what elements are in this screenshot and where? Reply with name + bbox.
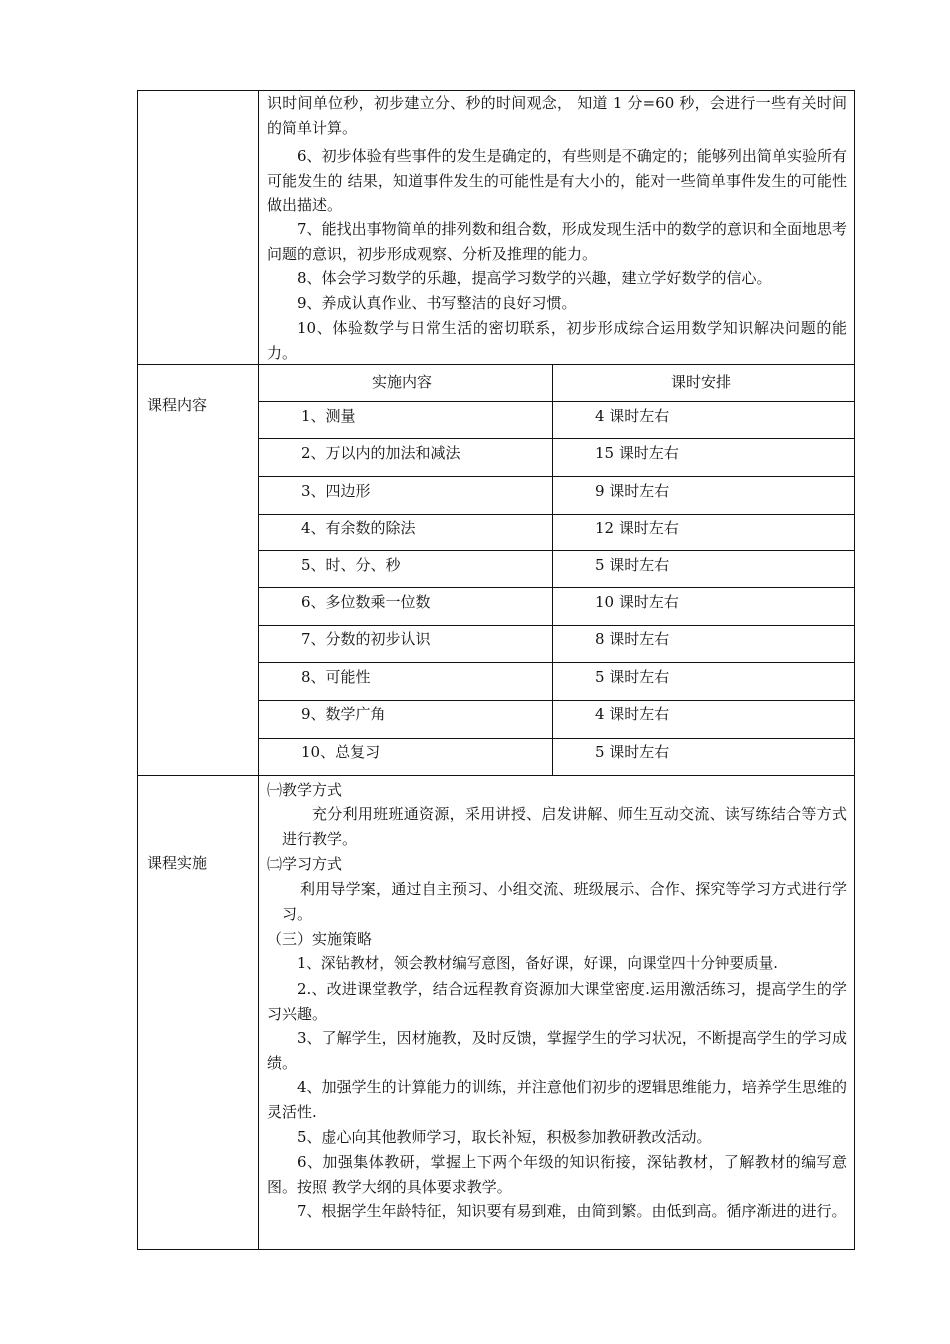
content-cell: 6、多位数乘一位数 (301, 593, 431, 611)
table-border-bottom (137, 1249, 855, 1250)
hours-cell: 4 课时左右 (595, 705, 670, 723)
inner-row-divider (258, 587, 855, 588)
course-implementation-label: 课程实施 (147, 854, 208, 872)
objective-paragraph: 8、体会学习数学的乐趣，提高学习数学的兴趣，建立学好数学的信心。 (297, 269, 772, 287)
content-cell: 2、万以内的加法和减法 (301, 444, 461, 462)
strategy-item: 2.、改进课堂教学，结合远程教育资源加大课堂密度.运用激活练习，提高学生的学习兴趣。 (267, 980, 847, 1023)
objective-paragraph: 9、养成认真作业、书写整洁的良好习惯。 (297, 294, 577, 312)
inner-row-divider (258, 738, 855, 739)
strategy-item: 7、根据学生年龄特征，知识要有易到难，由简到繁。由低到高。循序渐进的进行。 (297, 1202, 847, 1220)
strategy-item: 1、深钻教材，领会教材编写意图，备好课，好课，向课堂四十分钟要质量. (297, 955, 778, 972)
objective-paragraph: 识时间单位秒，初步建立分、秒的时间观念， 知道 1 分=60 秒，会进行一些有关时间的简单计算。 (267, 94, 847, 137)
content-cell: 9、数学广角 (301, 705, 386, 723)
strategy-item: 5、虚心向其他教师学习，取长补短，积极参加教研教改活动。 (297, 1128, 712, 1146)
teaching-method-title: ㈠教学方式 (267, 781, 343, 799)
strategy-title: （三）实施策略 (267, 930, 373, 948)
hours-cell: 9 课时左右 (595, 482, 670, 500)
inner-row-divider (258, 438, 855, 439)
learning-method-text: 利用导学案，通过自主预习、小组交流、班级展示、合作、探究等学习方式进行学习。 (282, 880, 847, 923)
hours-cell: 5 课时左右 (595, 743, 670, 761)
inner-row-divider (258, 401, 855, 402)
hours-cell: 5 课时左右 (595, 668, 670, 686)
objective-paragraph: 10、体验数学与日常生活的密切联系，初步形成综合运用数学知识解决问题的能力。 (267, 319, 847, 362)
inner-row-divider (258, 550, 855, 551)
inner-column-divider (552, 364, 553, 776)
strategy-item: 6、加强集体教研，掌握上下两个年级的知识衔接，深钻教材，了解教材的编写意图。按照 教学大纲的具体要求教学。 (267, 1153, 847, 1196)
hours-cell: 5 课时左右 (595, 556, 670, 574)
table-border-right (854, 90, 855, 1250)
teaching-method-text: 充分利用班班通资源，采用讲授、启发讲解、师生互动交流、读写练结合等方式进行教学。 (282, 805, 847, 848)
hours-cell: 10 课时左右 (595, 593, 679, 611)
hours-cell: 8 课时左右 (595, 630, 670, 648)
inner-row-divider (258, 625, 855, 626)
strategy-item: 3、了解学生，因材施教，及时反馈，掌握学生的学习状况，不断提高学生的学习成绩。 (267, 1029, 847, 1072)
inner-row-divider (258, 514, 855, 515)
inner-row-divider (258, 476, 855, 477)
section-divider (137, 775, 855, 776)
course-content-label: 课程内容 (147, 396, 208, 414)
header-hours: 课时安排 (671, 373, 732, 391)
hours-cell: 12 课时左右 (595, 519, 679, 537)
content-cell: 8、可能性 (301, 668, 371, 686)
content-cell: 4、有余数的除法 (301, 519, 416, 537)
table-border-left (137, 90, 138, 1250)
inner-row-divider (258, 662, 855, 663)
objective-paragraph: 6、初步体验有些事件的发生是确定的，有些则是不确定的；能够列出简单实验所有可能发生的 结果，知道事件发生的可能性是有大小的，能对一些简单事件发生的可能性做出描述。 (267, 147, 847, 215)
inner-row-divider (258, 700, 855, 701)
strategy-item: 4、加强学生的计算能力的训练，并注意他们初步的逻辑思维能力，培养学生思维的灵活性. (267, 1078, 847, 1121)
hours-cell: 4 课时左右 (595, 407, 670, 425)
objective-paragraph: 7、能找出事物简单的排列数和组合数，形成发现生活中的数学的意识和全面地思考问题的意识，初步形成观察、分析及推理的能力。 (267, 220, 847, 263)
hours-cell: 15 课时左右 (595, 444, 679, 462)
content-cell: 10、总复习 (301, 743, 381, 761)
header-content: 实施内容 (372, 373, 433, 391)
content-cell: 5、时、分、秒 (301, 556, 401, 574)
content-cell: 7、分数的初步认识 (301, 630, 431, 648)
content-cell: 1、测量 (301, 407, 356, 425)
learning-method-title: ㈡学习方式 (267, 855, 343, 873)
content-cell: 3、四边形 (301, 482, 371, 500)
label-column-divider (258, 90, 259, 1250)
